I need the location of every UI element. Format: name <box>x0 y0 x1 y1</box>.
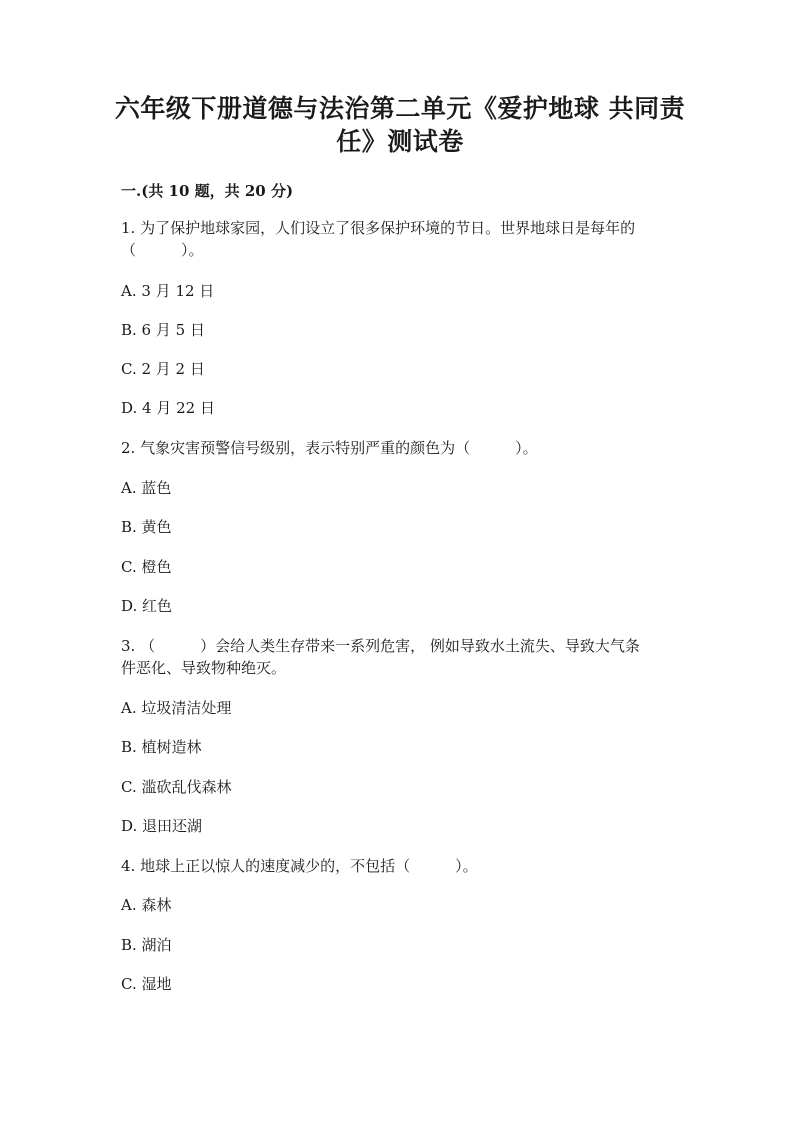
question-2-option-a: A. 蓝色 <box>121 479 172 497</box>
question-3-option-c: C. 滥砍乱伐森林 <box>121 778 232 796</box>
question-3-stem-line-1: 3. （ ）会给人类生存带来一系列危害， 例如导致水土流失、导致大气条 <box>121 637 640 655</box>
question-2-option-b: B. 黄色 <box>121 518 172 536</box>
question-1-stem-line-1: 1. 为了保护地球家园，人们设立了很多保护环境的节日。世界地球日是每年的 <box>121 219 636 237</box>
question-4-option-a: A. 森林 <box>121 896 172 914</box>
question-2-option-d: D. 红色 <box>121 597 173 615</box>
question-1-option-a: A. 3 月 12 日 <box>121 282 215 300</box>
question-1-option-c: C. 2 月 2 日 <box>121 360 205 378</box>
question-3-stem-line-2: 件恶化、导致物种绝灭。 <box>121 659 287 677</box>
question-3-option-a: A. 垃圾清洁处理 <box>121 699 232 717</box>
question-1-stem-line-2: （ ）。 <box>121 241 204 259</box>
question-1-option-d: D. 4 月 22 日 <box>121 399 215 417</box>
title-line-1: 六年级下册道德与法治第二单元《爱护地球 共同责 <box>114 94 686 123</box>
title-line-2: 任》测试卷 <box>336 127 464 156</box>
question-3-option-b: B. 植树造林 <box>121 738 202 756</box>
question-4-option-c: C. 湿地 <box>121 975 172 993</box>
question-4-stem: 4. 地球上正以惊人的速度减少的，不包括（ ）。 <box>121 857 478 875</box>
question-2-option-c: C. 橙色 <box>121 558 172 576</box>
question-2-stem: 2. 气象灾害预警信号级别，表示特别严重的颜色为（ ）。 <box>121 439 538 457</box>
question-4-option-b: B. 湖泊 <box>121 936 172 954</box>
question-1-option-b: B. 6 月 5 日 <box>121 321 205 339</box>
page-title <box>100 92 700 158</box>
question-3-option-d: D. 退田还湖 <box>121 817 203 835</box>
section-heading: 一.(共 10 题，共 20 分) <box>121 182 294 200</box>
